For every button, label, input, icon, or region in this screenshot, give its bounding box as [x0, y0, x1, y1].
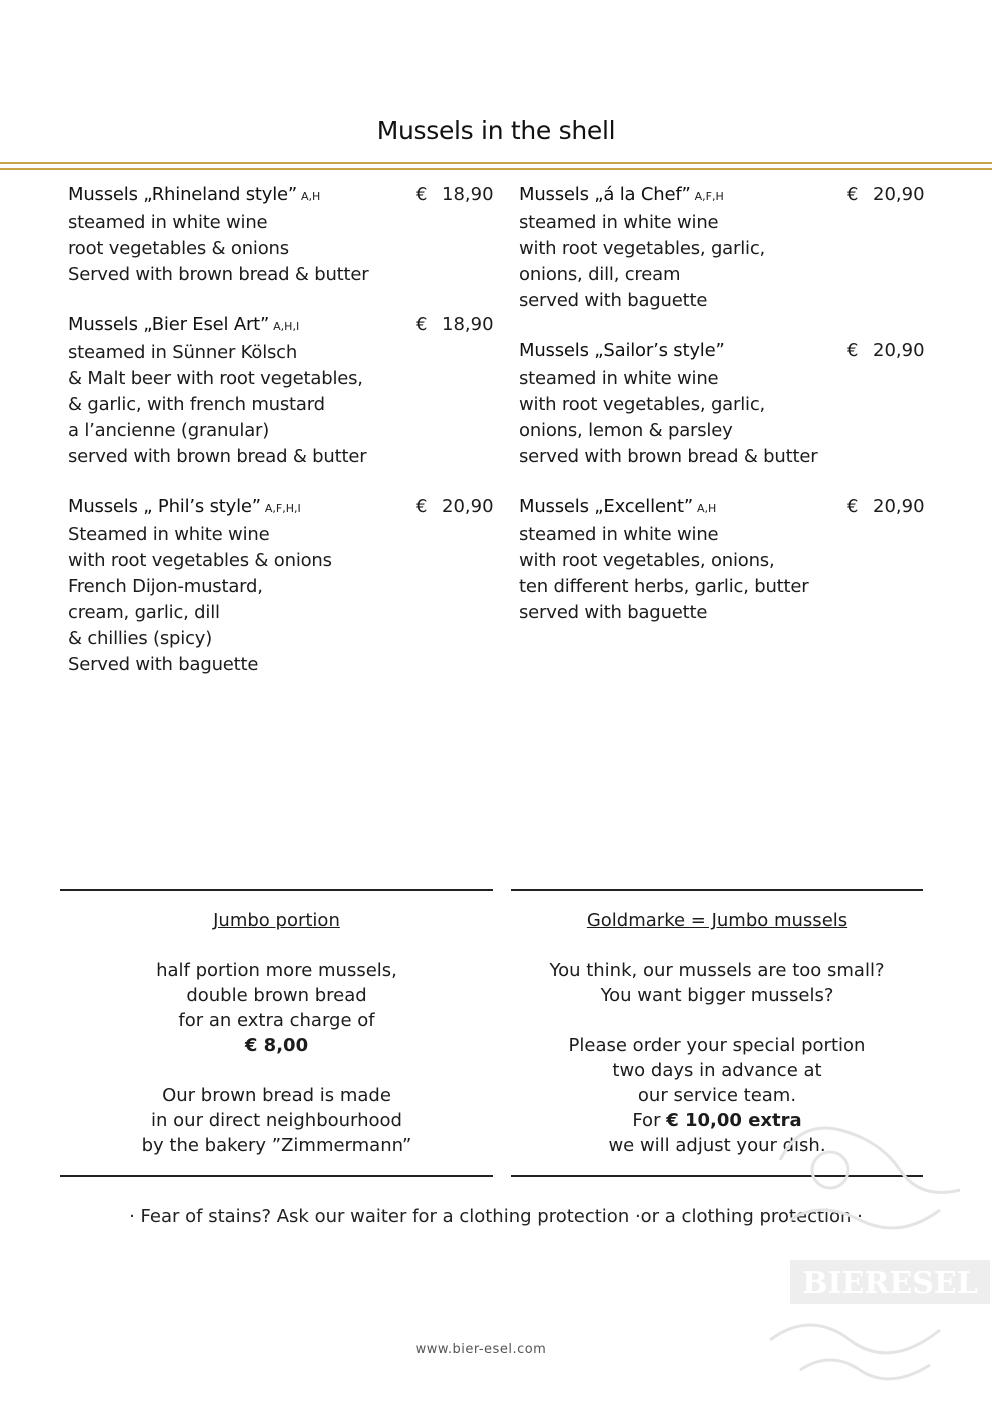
price-value: 20,90	[873, 496, 925, 517]
dish-description-line: & Malt beer with root vegetables,	[68, 368, 363, 389]
dish-description-line: a l’ancienne (granular)	[68, 420, 270, 441]
dish-description-line: onions, dill, cream	[519, 264, 681, 285]
euro-sign: €	[416, 184, 428, 205]
goldmarke-line: we will adjust your dish.	[608, 1135, 826, 1156]
jumbo-line: for an extra charge of	[178, 1010, 375, 1031]
dish-description-line: served with baguette	[519, 602, 708, 623]
price-value: 18,90	[442, 314, 494, 335]
dish-description-line: served with brown bread & butter	[68, 446, 367, 467]
goldmarke-heading: Goldmarke = Jumbo mussels	[586, 910, 848, 931]
jumbo-line: double brown bread	[186, 985, 367, 1006]
dish-description-line: Served with baguette	[68, 654, 259, 675]
extra-price: € 10,00 extra	[666, 1110, 802, 1131]
dish-excellent	[519, 494, 808, 626]
watermark-text: BIERESEL	[802, 1266, 978, 1301]
dish-rhineland-style	[68, 182, 368, 288]
allergen-codes: A,H	[696, 502, 717, 515]
dish-name: Mussels „Excellent”	[519, 496, 693, 517]
allergen-codes: A,F,H,I	[264, 502, 301, 515]
allergen-codes: A,H,I	[273, 320, 300, 333]
goldmarke-line: You think, our mussels are too small?	[549, 960, 885, 981]
jumbo-price: € 8,00	[244, 1035, 309, 1056]
dish-price	[847, 182, 925, 208]
price-value: 18,90	[442, 184, 494, 205]
dish-description-line: cream, garlic, dill	[68, 602, 220, 623]
allergen-codes: A,F,H	[694, 190, 724, 203]
dish-description-line: with root vegetables, onions,	[519, 550, 775, 571]
dish-name: Mussels „ Phil’s style”	[68, 496, 261, 517]
dish-phils-style	[68, 494, 332, 678]
euro-sign: €	[847, 340, 859, 361]
jumbo-portion-box	[60, 908, 493, 1158]
dish-name: Mussels „Sailor’s style”	[519, 340, 725, 361]
dish-description-line: steamed in white wine	[519, 368, 719, 389]
dish-description-line: root vegetables & onions	[68, 238, 289, 259]
dish-description-line: with root vegetables & onions	[68, 550, 332, 571]
dish-description-line: steamed in white wine	[519, 212, 719, 233]
dish-bier-esel-art	[68, 312, 366, 470]
goldmarke-line: two days in advance at	[612, 1060, 822, 1081]
goldmarke-box-top-rule	[511, 889, 923, 891]
goldmarke-line: our service team.	[637, 1085, 797, 1106]
allergen-codes: A,H	[301, 190, 321, 203]
jumbo-line: half portion more mussels,	[156, 960, 397, 981]
dish-description-line: served with baguette	[519, 290, 708, 311]
dish-a-la-chef	[519, 182, 765, 314]
dish-description-line: steamed in white wine	[519, 524, 719, 545]
dish-name: Mussels „Bier Esel Art”	[68, 314, 270, 335]
jumbo-heading: Jumbo portion	[213, 910, 340, 931]
euro-sign: €	[416, 314, 428, 335]
bread-line: by the bakery ”Zimmermann”	[141, 1135, 412, 1156]
goldmarke-line: You want bigger mussels?	[600, 985, 834, 1006]
dish-description-line: with root vegetables, garlic,	[519, 394, 766, 415]
dish-price	[847, 494, 925, 520]
bread-line: in our direct neighbourhood	[151, 1110, 402, 1131]
gold-divider-top	[0, 162, 992, 164]
dish-description-line: & garlic, with french mustard	[68, 394, 325, 415]
euro-sign: €	[847, 496, 859, 517]
jumbo-box-top-rule	[60, 889, 493, 891]
dish-name: Mussels „Rhineland style”	[68, 184, 298, 205]
price-value: 20,90	[873, 184, 925, 205]
goldmarke-line: Please order your special portion	[568, 1035, 866, 1056]
dish-description-line: French Dijon-mustard,	[68, 576, 263, 597]
euro-sign: €	[847, 184, 859, 205]
dish-description-line: & chillies (spicy)	[68, 628, 213, 649]
dish-price	[416, 494, 494, 520]
price-value: 20,90	[442, 496, 494, 517]
dish-description-line: steamed in white wine	[68, 212, 268, 233]
website-url[interactable]: www.bier-esel.com	[415, 1342, 547, 1357]
dish-name: Mussels „á la Chef”	[519, 184, 691, 205]
gold-divider-bottom	[0, 168, 992, 170]
dish-description-line: Served with brown bread & butter	[68, 264, 369, 285]
dish-description-line: ten different herbs, garlic, butter	[519, 576, 809, 597]
dish-description-line: steamed in Sünner Kölsch	[68, 342, 298, 363]
dish-price	[847, 338, 925, 364]
page-title: Mussels in the shell	[376, 116, 616, 145]
bread-line: Our brown bread is made	[162, 1085, 391, 1106]
dish-description-line: onions, lemon & parsley	[519, 420, 733, 441]
dish-price	[416, 182, 494, 208]
dish-description-line: served with brown bread & butter	[519, 446, 818, 467]
dish-price	[416, 312, 494, 338]
dish-description-line: Steamed in white wine	[68, 524, 270, 545]
extra-prefix: For	[632, 1110, 661, 1131]
dish-description-line: with root vegetables, garlic,	[519, 238, 766, 259]
euro-sign: €	[416, 496, 428, 517]
dish-sailors-style	[519, 338, 817, 470]
jumbo-box-bottom-rule	[60, 1175, 493, 1177]
price-value: 20,90	[873, 340, 925, 361]
stain-protection-note: · Fear of stains? Ask our waiter for a clothing protection ·or a clothing protection ·	[129, 1206, 863, 1227]
